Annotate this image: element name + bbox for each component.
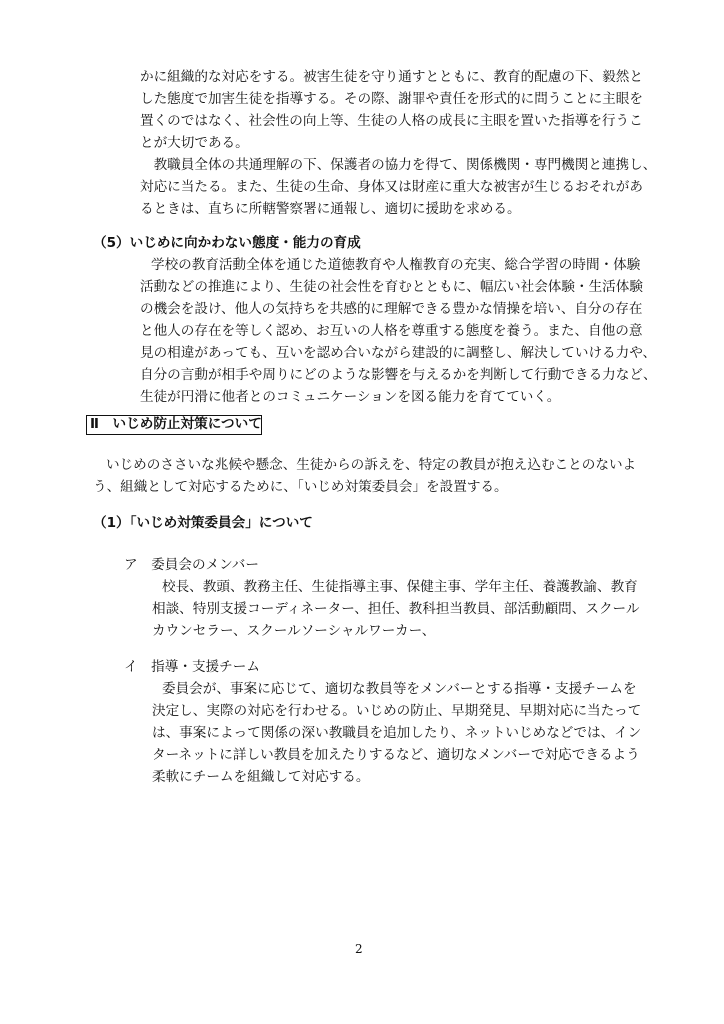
section-heading: （1）「いじめ対策委員会」について bbox=[93, 515, 313, 531]
paragraph-line: う、組織として対応するために、「いじめ対策委員会」を設置する。 bbox=[93, 479, 508, 495]
paragraph-line: は、事案によって関係の深い教職員を追加したり、ネットいじめなどでは、イン bbox=[152, 725, 642, 741]
paragraph-line: るときは、直ちに所轄警察署に通報し、適切に援助を求める。 bbox=[140, 201, 521, 217]
paragraph-line: と他人の存在を等しく認め、お互いの人格を尊重する態度を養う。また、自他の意 bbox=[140, 323, 643, 339]
section-heading: （5）いじめに向かわない態度・能力の育成 bbox=[93, 235, 361, 251]
chapter-heading: Ⅱ いじめ防止対策について bbox=[90, 416, 262, 432]
paragraph-line: 委員会が、事案に応じて、適切な教員等をメンバーとする指導・支援チームを bbox=[162, 681, 637, 697]
paragraph-line: 柔軟にチームを組織して対応する。 bbox=[152, 769, 370, 785]
paragraph-line: 活動などの推進により、生徒の社会性を育むとともに、幅広い社会体験・生活体験 bbox=[140, 279, 643, 295]
paragraph-line: 対応に当たる。また、生徒の生命、身体又は財産に重大な被害が生じるおそれがあ bbox=[140, 179, 643, 195]
paragraph-line: 生徒が円滑に他者とのコミュニケーションを図る能力を育てていく。 bbox=[140, 389, 561, 405]
paragraph-line: した態度で加害生徒を指導する。その際、謝罪や責任を形式的に問うことに主眼を bbox=[140, 91, 643, 107]
paragraph-line: 自分の言動が相手や周りにどのような影響を与えるかを判断して行動できる力など、 bbox=[140, 367, 657, 383]
paragraph-line: 教職員全体の共通理解の下、保護者の協力を得て、関係機関・専門機関と連携し、 bbox=[140, 157, 657, 173]
paragraph-line: 置くのではなく、社会性の向上等、生徒の人格の成長に主眼を置いた指導を行うこ bbox=[140, 113, 643, 129]
paragraph-line: 見の相違があっても、互いを認め合いながら建設的に調整し、解決していける力や、 bbox=[140, 345, 657, 361]
item-title: イ 指導・支援チーム bbox=[124, 659, 260, 675]
paragraph-line: いじめのささいな兆候や懸念、生徒からの訴えを、特定の教員が抱え込むことのないよ bbox=[106, 457, 637, 473]
paragraph-line: とが大切である。 bbox=[140, 135, 249, 151]
item-title: ア 委員会のメンバー bbox=[124, 557, 259, 573]
paragraph-line: 校長、教頭、教務主任、生徒指導主事、保健主事、学年主任、養護教諭、教育 bbox=[162, 579, 638, 595]
paragraph-line: 学校の教育活動全体を通じた道徳教育や人権教育の充実、総合学習の時間・体験 bbox=[151, 257, 641, 273]
paragraph-line: の機会を設け、他人の気持ちを共感的に理解できる豊かな情操を培い、自分の存在 bbox=[140, 301, 643, 317]
paragraph-line: かに組織的な対応をする。被害生徒を守り通すとともに、教育的配慮の下、毅然と bbox=[140, 69, 643, 85]
paragraph-line: 決定し、実際の対応を行わせる。いじめの防止、早期発見、早期対応に当たって bbox=[152, 703, 642, 719]
page-number: 2 bbox=[355, 942, 363, 956]
paragraph-line: ターネットに詳しい教員を加えたりするなど、適切なメンバーで対応できるよう bbox=[152, 747, 640, 763]
paragraph-line: カウンセラー、スクールソーシャルワーカー、 bbox=[152, 623, 436, 639]
paragraph-line: 相談、特別支援コーディネーター、担任、教科担当教員、部活動顧問、スクール bbox=[152, 601, 640, 617]
